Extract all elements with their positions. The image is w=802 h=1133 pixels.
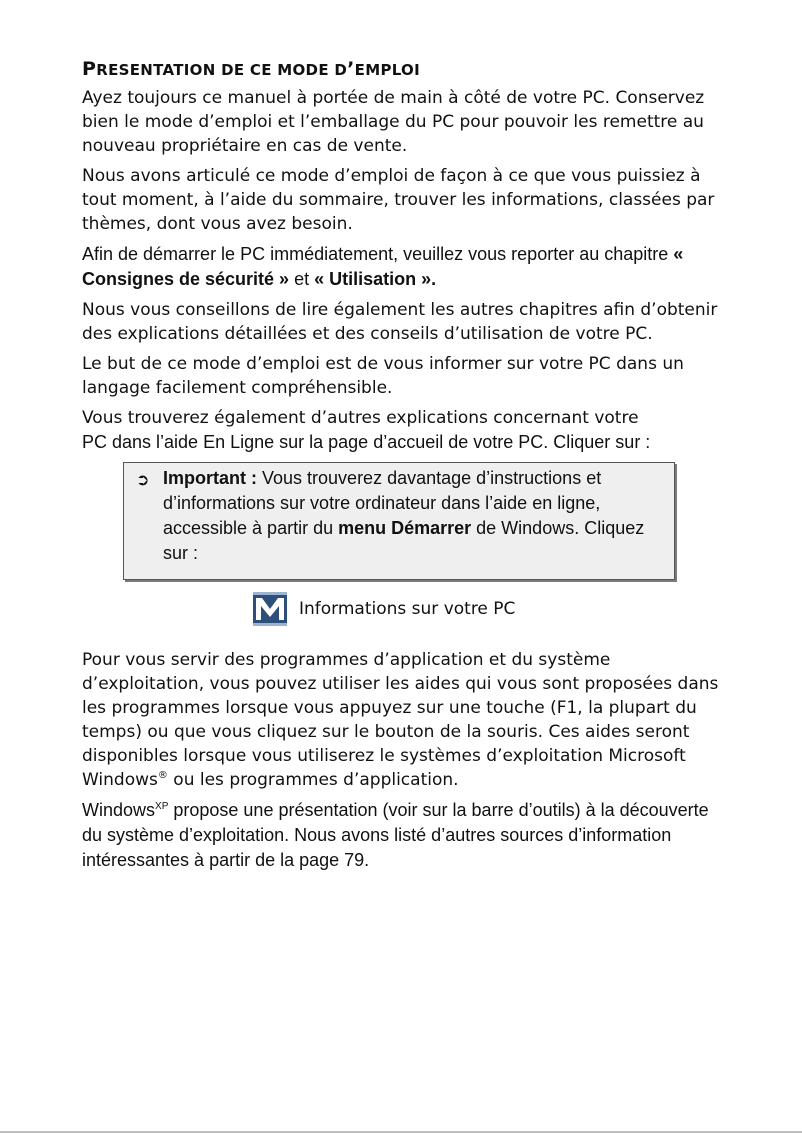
- title-part: RESENTATION DE CE MODE D: [96, 61, 348, 79]
- paragraph-advice: Nous vous conseillons de lire également les autres chapitres afin d’obtenir des explications détaillées et des conseils d’utilisation de votre PC.: [82, 300, 718, 344]
- paragraph-structure: Nous avons articulé ce mode d’emploi de façon à ce que vous puissiez à tout moment, à l’aide du sommaire, trouver les informations, classées par thèmes, dont vous avez besoin.: [82, 166, 715, 234]
- paragraph-goal: Le but de ce mode d’emploi est de vous informer sur votre PC dans un langage facilement compréhensible.: [82, 354, 684, 398]
- start-text: Afin de démarrer le PC immédiatement, veuillez vous reporter au chapitre: [82, 244, 674, 264]
- windows-xp-text: propose une présentation (voir sur la barre d’outils) à la découverte du système d’exploitation. Nous avons listé d’autres sources d’information intéressantes à partir de la page 79.: [82, 800, 709, 870]
- important-note-text: [163, 466, 662, 566]
- note-body: Vous trouverez davantage d’instructions et d’informations sur votre ordinateur dans l’aide en ligne, accessible à partir du: [163, 468, 602, 538]
- paragraph-program-help: [82, 648, 722, 792]
- online-help-line-2: PC dans l’aide En Ligne sur la page d’accueil de votre PC. Cliquer sur :: [82, 432, 651, 452]
- paragraph-online-help: [82, 406, 722, 455]
- start-menu-ref: menu Démarrer: [338, 518, 472, 538]
- xp-superscript: XP: [155, 801, 169, 812]
- page-title: [82, 58, 722, 80]
- info-link[interactable]: [82, 590, 722, 628]
- registered-mark: ®: [157, 770, 168, 781]
- title-initial: P: [82, 58, 97, 80]
- title-apostrophe: ’: [347, 58, 355, 80]
- program-help-end: ou les programmes d’application.: [167, 770, 459, 790]
- windows-word: Windows: [82, 800, 156, 820]
- paragraph-windows-xp: [82, 798, 722, 873]
- arrow-bullet-icon: ➲: [136, 470, 150, 489]
- paragraph-start: [82, 242, 722, 292]
- important-label: Important :: [163, 468, 257, 488]
- important-note-box: [123, 462, 675, 580]
- online-help-line-1: Vous trouverez également d’autres explications concernant votre: [82, 408, 639, 428]
- paragraph-intro: Ayez toujours ce manuel à portée de main à côté de votre PC. Conservez bien le mode d’emploi et l’emballage du PC pour pouvoir les remettre au nouveau propriétaire en cas de vente.: [82, 88, 705, 156]
- medion-logo-icon[interactable]: [253, 592, 287, 626]
- chapter-usage: « Utilisation ».: [314, 269, 437, 289]
- program-help-text: Pour vous servir des programmes d’application et du système d’exploitation, vous pouvez utiliser les aides qui vous sont proposées dans les programmes lorsque vous appuyez sur une touche (F1, la plupart du temps) ou que vous cliquez sur le bouton de la souris. Ces aides seront disponibles lorsque vous utiliserez le systèmes d’exploitation Microsoft Windows: [82, 650, 719, 790]
- chapter-safety: « Consignes de sécurité »: [82, 244, 684, 289]
- manual-page: [82, 58, 722, 879]
- note-body-end: de Windows. Cliquez sur :: [163, 518, 645, 563]
- start-and: et: [289, 269, 315, 289]
- info-label[interactable]: Informations sur votre PC: [299, 599, 516, 619]
- title-part-end: EMPLOI: [354, 61, 420, 79]
